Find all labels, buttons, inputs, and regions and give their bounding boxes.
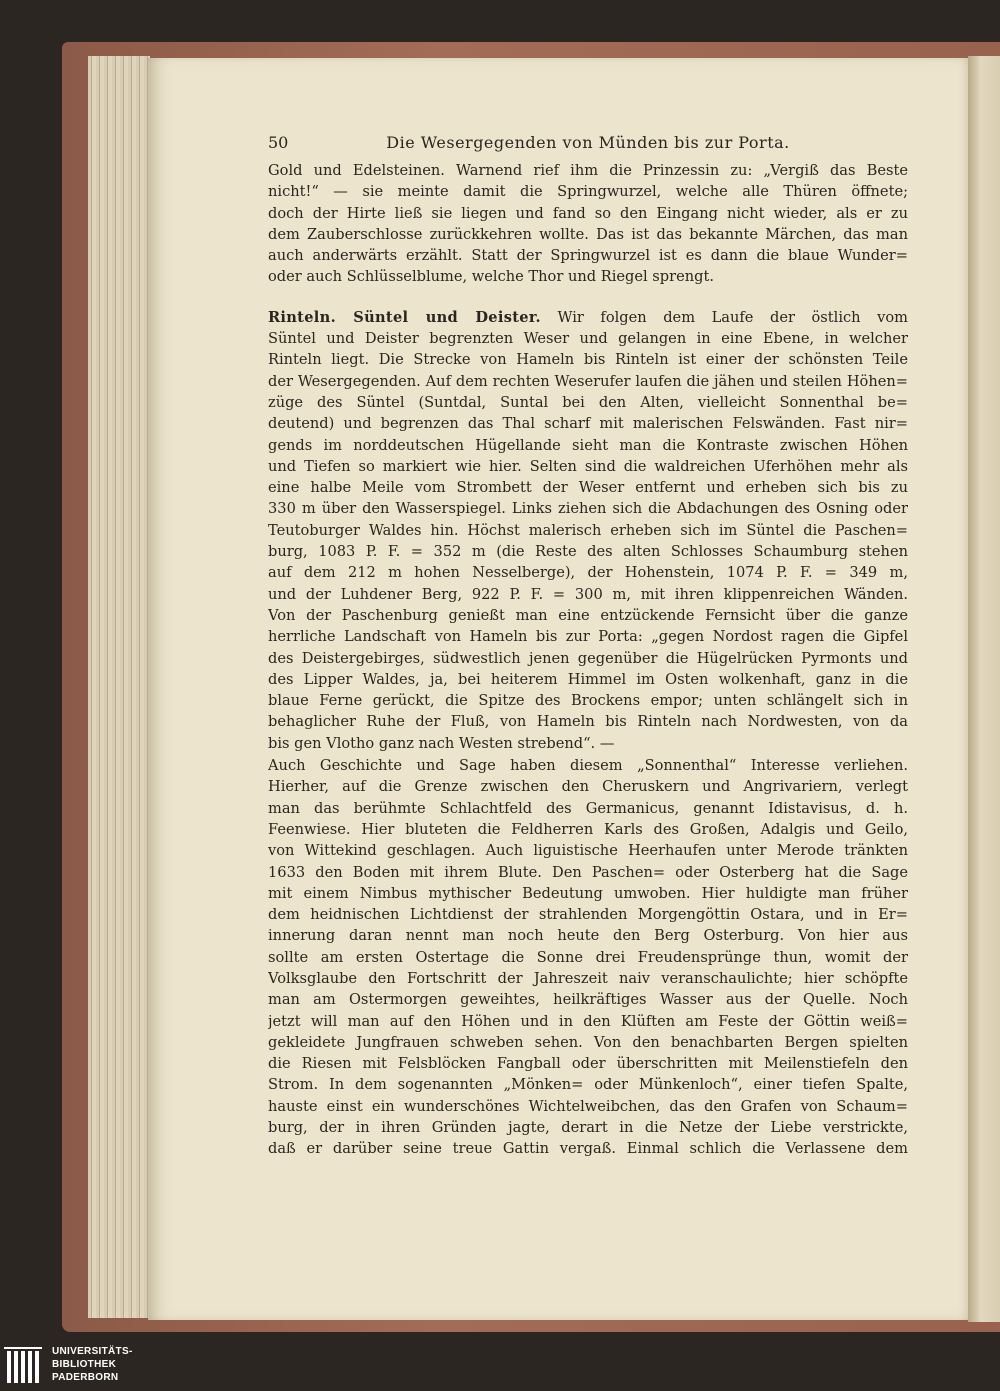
text-line: die Riesen mit Felsblöcken Fangball oder überschritten mit Meilenstiefeln den [268,1055,908,1073]
text-line: hauste einst ein wunderschönes Wichtelweibchen, das den Grafen von Schaum= [268,1097,908,1115]
text-line: und Tiefen so markiert wie hier. Selten sind die waldreichen Uferhöhen mehr als [268,457,908,475]
text-line: von Wittekind geschlagen. Auch liguistische Heerhaufen unter Merode tränkten [268,842,908,860]
text-line: gekleidete Jungfrauen schweben sehen. Von den benachbarten Bergen spielten [268,1033,908,1051]
text-line: burg, 1083 P. F. = 352 m (die Reste des alten Schlosses Schaumburg stehen [268,543,908,561]
text-line: bis gen Vlotho ganz nach Westen strebend“. — [268,734,615,752]
text-line: mit einem Nimbus mythischer Bedeutung umwoben. Hier huldigte man früher [268,884,908,902]
text-line: innerung daran nennt man noch heute den Berg Osterburg. Von hier aus [268,927,908,945]
library-logo [0,1339,240,1391]
text-line: oder auch Schlüsselblume, welche Thor und Riegel sprengt. [268,268,714,286]
text-line: Hierher, auf die Grenze zwischen den Cheruskern und Angrivariern, verlegt [268,778,908,796]
text-line: Gold und Edelsteinen. Warnend rief ihm die Prinzessin zu: „Vergiß das Beste [268,162,908,179]
text-line: sollte am ersten Ostertage die Sonne drei Freudensprünge thun, womit der [268,948,908,966]
text-line: man das berühmte Schlachtfeld des Germanicus, genannt Idistavisus, d. h. [268,799,908,817]
text-line: behaglicher Ruhe der Fluß, von Hameln bis Rinteln nach Nordwesten, von da [268,713,908,731]
library-emblem-icon [4,1345,42,1389]
text-line: herrliche Landschaft von Hameln bis zur Porta: „gegen Nordost ragen die Gipfel [268,628,908,646]
section-heading: Rinteln. Süntel und Deister. [268,308,541,326]
text-line: Feenwiese. Hier bluteten die Feldherren Karls des Großen, Adalgis und Geilo, [268,820,908,838]
text-line: dem Zauberschlosse zurückkehren wollte. Das ist das bekannte Märchen, das man [268,225,908,243]
page-number: 50 [268,133,289,152]
text-line: auf dem 212 m hohen Nesselberge), der Hohenstein, 1074 P. F. = 349 m, [268,564,908,582]
text-line: Von der Paschenburg genießt man eine entzückende Fernsicht über die ganze [268,606,908,624]
text-line: Rinteln liegt. Die Strecke von Hameln bis Rinteln ist einer der schönsten Teile [268,351,908,369]
paragraph-1 [268,160,908,288]
text-line: 1633 den Boden mit ihrem Blute. Den Paschen= oder Osterberg hat die Sage [268,863,908,881]
paragraph-2 [268,307,908,754]
text-line: züge des Süntel (Suntdal, Suntal bei den Alten, vielleicht Sonnenthal be= [268,393,908,411]
text-line: gends im norddeutschen Hügellande sieht man die Kontraste zwischen Höhen [268,436,908,454]
text-line: daß er darüber seine treue Gattin vergaß. Einmal schlich die Verlassene dem [268,1140,908,1158]
facing-page-edge [968,56,1000,1322]
library-name-line: UNIVERSITÄTS- [52,1346,133,1357]
heading-line-text: Wir folgen dem Laufe der östlich vom [557,308,908,326]
page-content [268,128,908,1160]
running-title: Die Wesergegenden von Münden bis zur Porta. [386,133,790,152]
library-name [52,1345,133,1384]
text-line: 330 m über den Wasserspiegel. Links ziehen sich die Abdachungen des Osning oder [268,500,908,518]
paragraph-3 [268,755,908,1160]
text-line: deutend) und begrenzen das Thal scharf mit malerischen Felswänden. Fast nir= [268,415,908,433]
text-line: auch anderwärts erzählt. Statt der Springwurzel ist es dann die blaue Wunder= [268,247,908,265]
page-edges [88,56,150,1318]
text-line: der Wesergegenden. Auf dem rechten Weserufer laufen die jähen und steilen Höhen= [268,372,908,390]
text-line: man am Ostermorgen geweihtes, heilkräftiges Wasser aus der Quelle. Noch [268,991,908,1009]
text-line: blaue Ferne gerückt, die Spitze des Brockens empor; unten schlängelt sich in [268,692,908,710]
text-line: eine halbe Meile vom Strombett der Weser entfernt und erheben sich bis zu [268,479,908,497]
text-line: Volksglaube den Fortschritt der Jahreszeit naiv veranschaulichte; hier schöpfte [268,969,908,987]
library-name-line: BIBLIOTHEK [52,1359,117,1370]
text-line: des Deistergebirges, südwestlich jenen gegenüber die Hügelrücken Pyrmonts und [268,649,908,667]
text-line: nicht!“ — sie meinte damit die Springwurzel, welche alle Thüren öffnete; [268,183,908,201]
text-line: doch der Hirte ließ sie liegen und fand so den Eingang nicht wieder, als er zu [268,204,908,222]
library-name-line: PADERBORN [52,1372,119,1383]
running-head [268,128,908,158]
text-line: und der Luhdener Berg, 922 P. F. = 300 m, mit ihren klippenreichen Wänden. [268,585,908,603]
text-line: Strom. In dem sogenannten „Mönken= oder Münkenloch“, einer tiefen Spalte, [268,1076,908,1094]
text-line [268,307,908,328]
text-line: Auch Geschichte und Sage haben diesem „Sonnenthal“ Interesse verliehen. [268,757,908,775]
text-line: jetzt will man auf den Höhen und in den Klüften am Feste der Göttin weiß= [268,1012,908,1030]
text-line: Teutoburger Waldes hin. Höchst malerisch erheben sich im Süntel die Paschen= [268,521,908,539]
text-line: burg, der in ihren Gründen jagte, derart in die Netze der Liebe verstrickte, [268,1119,908,1137]
text-line: des Lipper Waldes, ja, bei heiterem Himmel im Osten wolkenhaft, ganz in die [268,670,908,688]
text-line: dem heidnischen Lichtdienst der strahlenden Morgengöttin Ostara, und in Er= [268,906,908,924]
text-line: Süntel und Deister begrenzten Weser und gelangen in eine Ebene, in welcher [268,330,908,348]
